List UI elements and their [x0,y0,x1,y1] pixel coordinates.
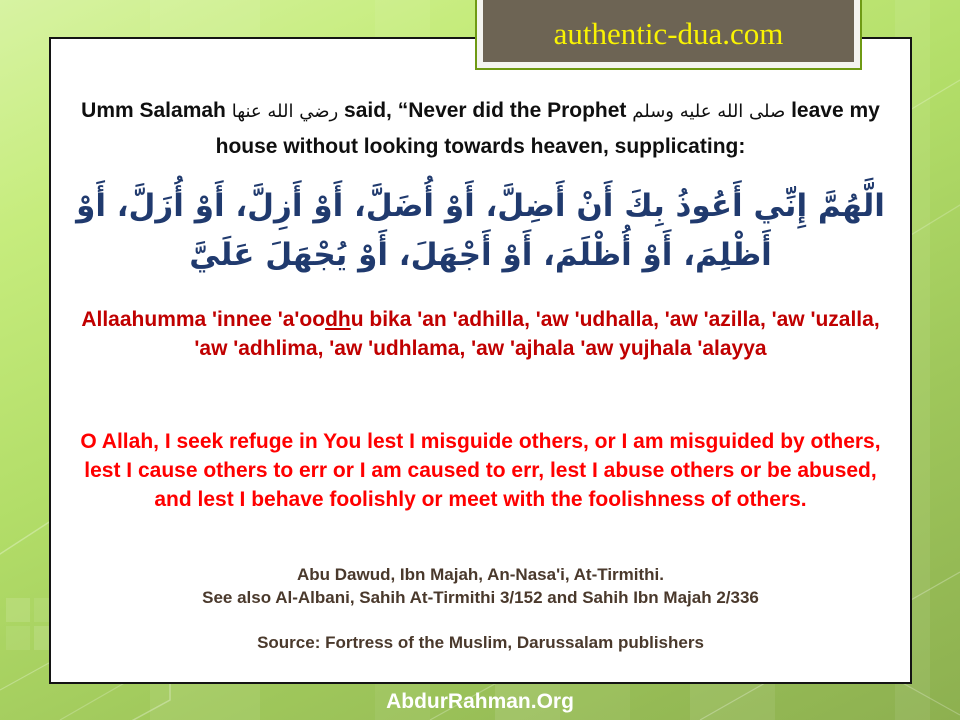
reference-line-1: Abu Dawud, Ibn Majah, An-Nasa'i, At-Tirmithi. [296,565,665,584]
hadith-intro [69,93,892,164]
footer-site-label: AbdurRahman.Org [386,690,574,713]
content-card [49,37,912,684]
transliteration-part-pre: Allaahumma 'innee 'a'oo [81,308,326,331]
intro-text-part-2: said, “Never did the Prophet [338,99,633,122]
site-badge [477,0,860,68]
intro-text-part-1: Umm Salamah [81,99,232,122]
intro-arabic-honorific-2: صلى الله عليه وسلم [632,101,786,122]
source-line: Source: Fortress of the Muslim, Darussalam publishers [257,633,704,652]
dua-arabic-text: الَّهُمَّ إِنِّي أَعُوذُ بِكَ أَنْ أَضِلَّ، أَوْ أُضَلَّ، أَوْ أَزِلَّ، أَوْ أُزَلَّ، أَوْ أَظْلِمَ، أَوْ أُظْلَمَ، أَوْ أَجْهَلَ، أَوْ يُجْهَلَ عَلَيَّ [76,188,885,273]
intro-arabic-honorific-1: رضي الله عنها [231,101,339,122]
intro-text-part-3: leave my house without looking towards heaven, supplicating: [215,99,880,158]
transliteration-underlined-dh: dh [325,308,351,331]
reference-line-2: See also Al-Albani, Sahih At-Tirmithi 3/152 and Sahih Ibn Majah 2/336 [202,588,759,607]
transliteration-part-post: u bika 'an 'adhilla, 'aw 'udhalla, 'aw 'azilla, 'aw 'uzalla, 'aw 'adhlima, 'aw 'udhlama, 'aw 'ajhala 'aw yujhala 'alayya [194,308,880,360]
reference-block [69,563,892,609]
site-badge-label: authentic-dua.com [553,16,784,51]
dua-translation: O Allah, I seek refuge in You lest I misguide others, or I am misguided by others, lest I cause others to err or I am caused to err, lest I abuse others or be abused, and lest I behave foolishly or meet with the foolishness of others. [80,430,881,511]
dua-transliteration [69,305,892,363]
